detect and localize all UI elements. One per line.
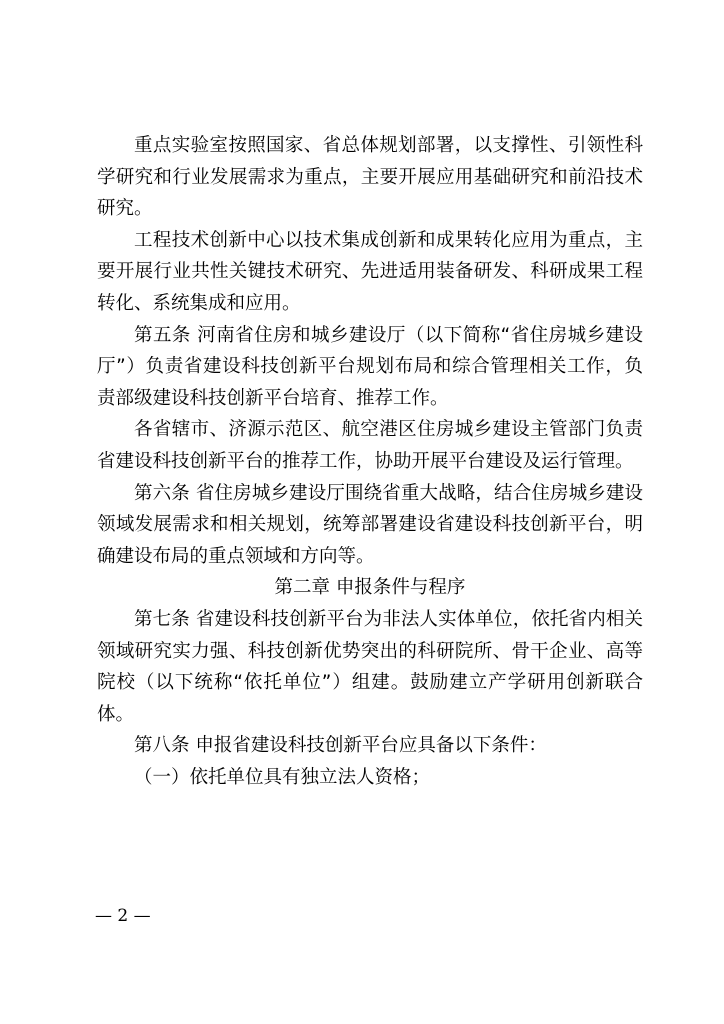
paragraph-article-8: 第八条 申报省建设科技创新平台应具备以下条件： [134, 735, 547, 757]
document-body [97, 130, 643, 793]
paragraph-article-5: 第五条 河南省住房和城乡建设厅（以下简称“省住房城乡建设厅”）负责省建设科技创新平台规划布局和综合管理相关工作，负责部级建设科技创新平台培育、推荐工作。 [97, 324, 643, 409]
paragraph-local-authorities: 各省辖市、济源示范区、航空港区住房城乡建设主管部门负责省建设科技创新平台的推荐工作，协助开展平台建设及运行管理。 [97, 419, 643, 472]
paragraph-engineering-centers: 工程技术创新中心以技术集成创新和成果转化应用为重点，主要开展行业共性关键技术研究、先进适用装备研发、科研成果工程转化、系统集成和应用。 [97, 229, 643, 314]
paragraph-article-7: 第七条 省建设科技创新平台为非法人实体单位，依托省内相关领域研究实力强、科技创新优势突出的科研院所、骨干企业、高等院校（以下统称“依托单位”）组建。鼓励建立产学研用创新联合体。 [97, 608, 643, 725]
chapter-heading: 第二章 申报条件与程序 [274, 577, 466, 599]
paragraph-key-labs: 重点实验室按照国家、省总体规划部署，以支撑性、引领性科学研究和行业发展需求为重点，主要开展应用基础研究和前沿技术研究。 [97, 135, 643, 220]
paragraph-article-6: 第六条 省住房城乡建设厅围绕省重大战略，结合住房城乡建设领域发展需求和相关规划，统筹部署建设省建设科技创新平台，明确建设布局的重点领域和方向等。 [97, 482, 643, 567]
paragraph-condition-1: （一）依托单位具有独立法人资格； [134, 766, 431, 788]
page-number: — 2 — [95, 906, 151, 926]
